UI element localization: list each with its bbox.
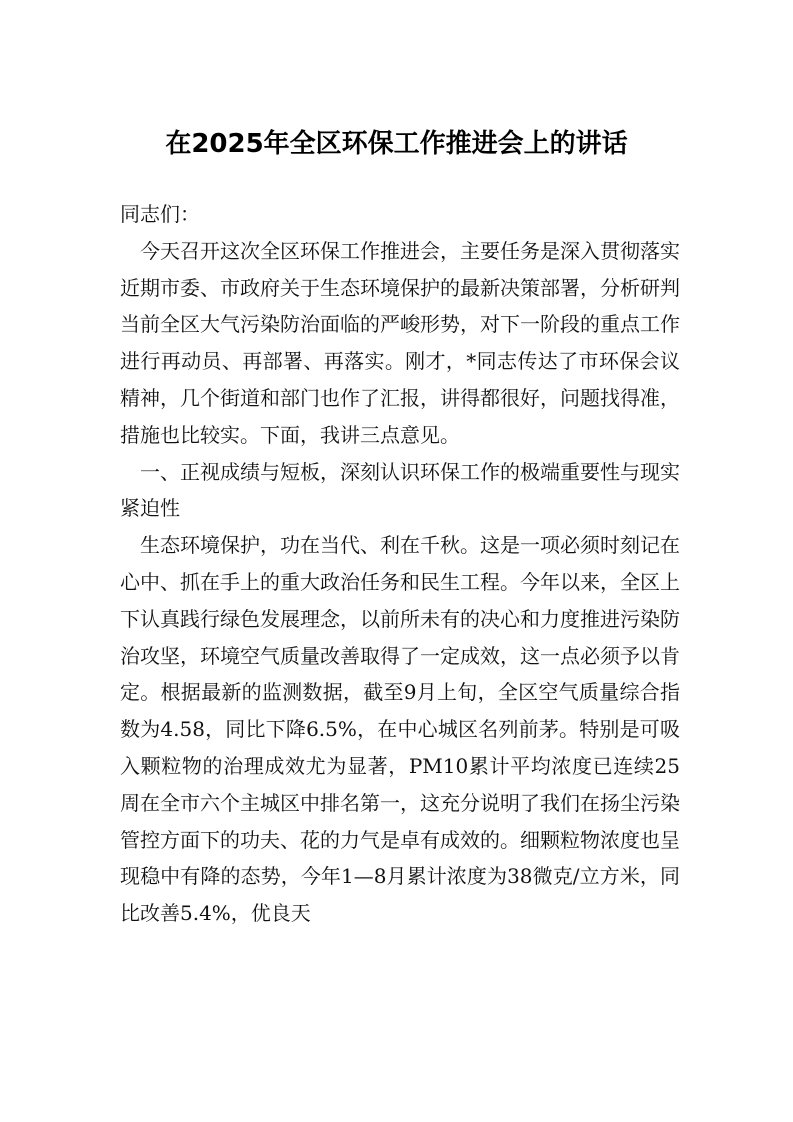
paragraph-achievements: 生态环境保护，功在当代、利在千秋。这是一项必须时刻记在心中、抓在手上的重大政治任务和民生工程。今年以来，全区上下认真践行绿色发展理念，以前所未有的决心和力度推进污染防治攻坚，环境空气质量改善取得了一定成效，这一点必须予以肯定。根据最新的监测数据，截至9月上旬，全区空气质量综合指数为4.58，同比下降6.5%，在中心城区名列前茅。特别是可吸入颗粒物的治理成效尤为显著，PM10累计平均浓度已连续25周在全市六个主城区中排名第一，这充分说明了我们在扬尘污染管控方面下的功夫、花的力气是卓有成效的。细颗粒物浓度也呈现稳中有降的态势，今年1—8月累计浓度为38微克/立方米，同比改善5.4%，优良天 [120,533,680,926]
paragraph-opening: 今天召开这次全区环保工作推进会，主要任务是深入贯彻落实近期市委、市政府关于生态环境保护的最新决策部署，分析研判当前全区大气污染防治面临的严峻形势，对下一阶段的重点工作进行再动员、再部署、再落实。刚才，*同志传达了市环保会议精神，几个街道和部门也作了汇报，讲得都很好，问题找得准，措施也比较实。下面，我讲三点意见。 [120,238,680,447]
section-heading-1: 一、正视成绩与短板，深刻认识环保工作的极端重要性与现实紧迫性 [120,459,680,521]
document-title: 在2025年全区环保工作推进会上的讲话 [165,129,628,159]
document-body [120,196,680,932]
salutation: 同志们： [120,202,200,226]
